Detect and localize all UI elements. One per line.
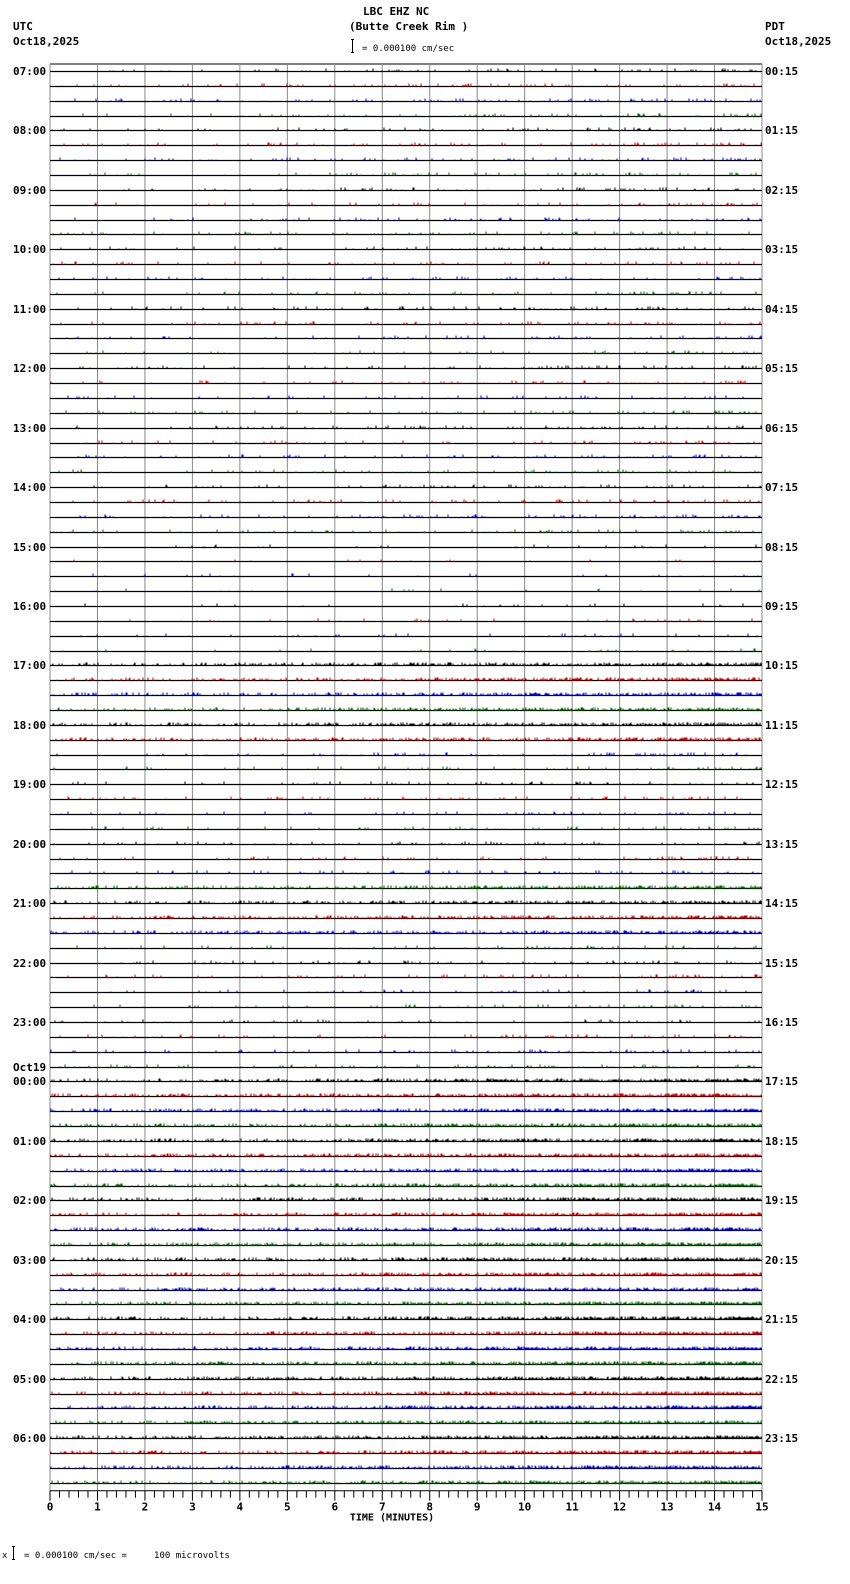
utc-time-label: 17:00	[13, 659, 47, 672]
local-time-label: 20:15	[765, 1254, 799, 1267]
utc-time-label: 09:00	[13, 184, 47, 197]
local-time-label: 12:15	[765, 778, 799, 791]
local-time-label: 02:15	[765, 184, 799, 197]
utc-time-label: 19:00	[13, 778, 47, 791]
footer-scale-bar-icon	[12, 1546, 15, 1560]
x-axis-label: TIME (MINUTES)	[349, 1512, 435, 1524]
local-time-label: 23:15	[765, 1432, 799, 1445]
local-time-label: 13:15	[765, 838, 799, 851]
local-time-label: 16:15	[765, 1016, 799, 1029]
local-time-label: 14:15	[765, 897, 799, 910]
left-timezone: UTC	[13, 20, 33, 33]
local-time-label: 09:15	[765, 600, 799, 613]
utc-time-label: 16:00	[13, 600, 47, 613]
x-tick-label: 9	[473, 1500, 481, 1514]
utc-time-label: 01:00	[13, 1135, 47, 1148]
utc-time-label: 08:00	[13, 124, 47, 137]
x-tick-label: 12	[612, 1500, 627, 1514]
utc-time-label: 22:00	[13, 957, 47, 970]
local-time-label: 18:15	[765, 1135, 799, 1148]
right-timezone: PDT	[765, 20, 785, 33]
x-tick-label: 6	[331, 1500, 339, 1514]
local-time-label: 15:15	[765, 957, 799, 970]
local-time-label: 17:15	[765, 1075, 799, 1088]
footer-scale-note: = 0.000100 cm/sec = 100 microvolts	[24, 1551, 230, 1561]
local-time-label: 22:15	[765, 1373, 799, 1386]
x-tick-label: 1	[94, 1500, 101, 1514]
utc-time-label: 07:00	[13, 65, 47, 78]
local-time-label: 19:15	[765, 1194, 799, 1207]
utc-date-label: Oct19	[13, 1061, 47, 1074]
x-tick-label: 3	[189, 1500, 196, 1514]
utc-time-label: 10:00	[13, 243, 47, 256]
x-tick-label: 11	[565, 1500, 579, 1514]
utc-time-label: 02:00	[13, 1194, 47, 1207]
local-time-label: 05:15	[765, 362, 799, 375]
utc-time-label: 13:00	[13, 422, 47, 435]
station-title: LBC EHZ NC	[363, 5, 430, 18]
left-date: Oct18,2025	[13, 35, 80, 48]
x-tick-label: 4	[236, 1500, 244, 1514]
utc-time-label: 11:00	[13, 303, 47, 316]
x-tick-label: 15	[755, 1500, 769, 1514]
station-subtitle: (Butte Creek Rim )	[349, 20, 469, 33]
x-tick-label: 2	[141, 1500, 149, 1514]
utc-time-label: 18:00	[13, 719, 47, 732]
x-tick-label: 7	[378, 1500, 386, 1514]
x-tick-label: 5	[284, 1500, 291, 1514]
scale-label: = 0.000100 cm/sec	[362, 44, 455, 54]
local-time-label: 11:15	[765, 719, 799, 732]
local-time-label: 21:15	[765, 1313, 799, 1326]
x-tick-label: 13	[660, 1500, 674, 1514]
utc-time-label: 03:00	[13, 1254, 47, 1267]
local-time-label: 03:15	[765, 243, 799, 256]
x-tick-label: 14	[707, 1500, 722, 1514]
local-time-label: 06:15	[765, 422, 799, 435]
local-time-label: 01:15	[765, 124, 799, 137]
local-time-label: 07:15	[765, 481, 799, 494]
utc-time-label: 14:00	[13, 481, 47, 494]
utc-time-label: 15:00	[13, 541, 47, 554]
x-tick-label: 10	[518, 1500, 532, 1514]
footer-prefix: x	[2, 1551, 8, 1561]
local-time-label: 04:15	[765, 303, 799, 316]
utc-time-label: 05:00	[13, 1373, 47, 1386]
x-tick-label: 0	[46, 1500, 54, 1514]
local-time-label: 08:15	[765, 541, 799, 554]
utc-time-label: 21:00	[13, 897, 47, 910]
utc-time-label: 23:00	[13, 1016, 47, 1029]
utc-time-label: 06:00	[13, 1432, 47, 1445]
local-time-label: 00:15	[765, 65, 799, 78]
utc-time-label: 04:00	[13, 1313, 47, 1326]
x-tick-label: 8	[426, 1500, 434, 1514]
utc-time-label: 12:00	[13, 362, 47, 375]
right-date: Oct18,2025	[765, 35, 832, 48]
utc-time-label: 20:00	[13, 838, 47, 851]
local-time-label: 10:15	[765, 659, 799, 672]
utc-time-label: 00:00	[13, 1075, 47, 1088]
